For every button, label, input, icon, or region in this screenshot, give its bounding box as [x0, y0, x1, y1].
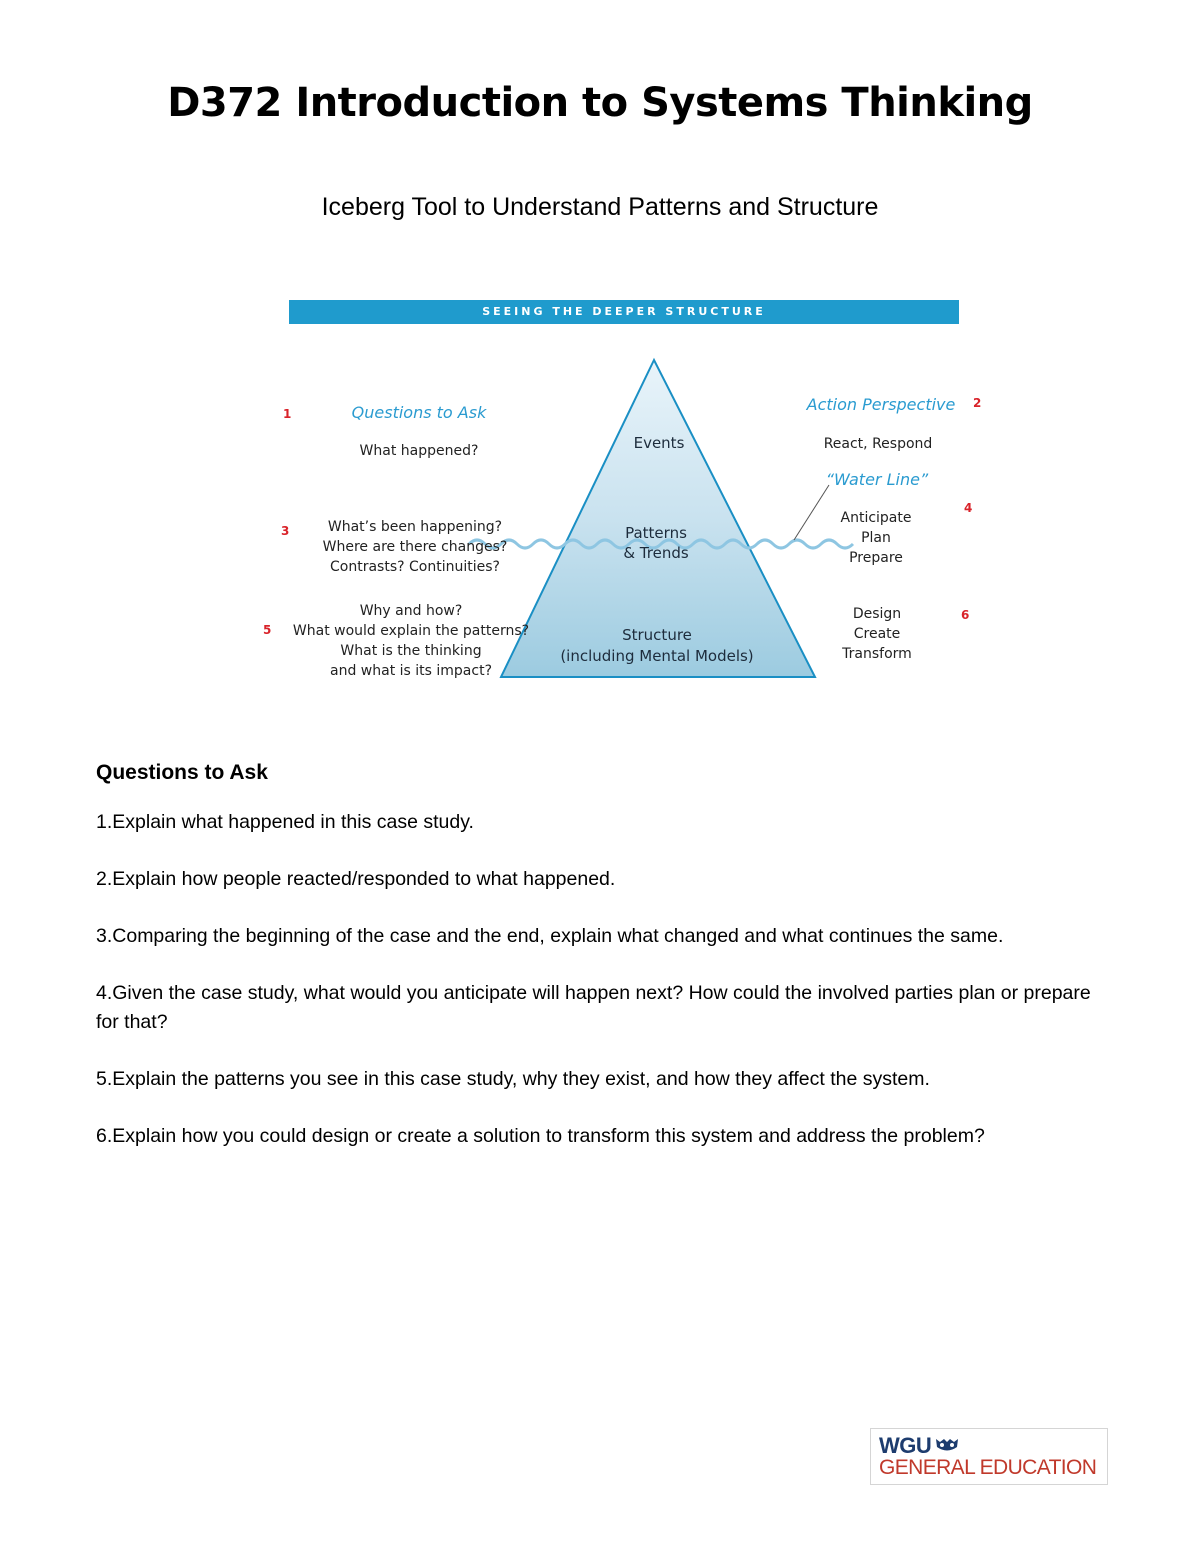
logo-wgu-text: WGU — [879, 1433, 932, 1458]
question-item: 4.Given the case study, what would you anticipate will happen next? How could the involved parties plan or prepare for that? — [96, 982, 1091, 1033]
action-prepare: Prepare — [849, 550, 903, 566]
action-plan: Plan — [861, 530, 891, 546]
action-perspective-heading: Action Perspective — [806, 395, 956, 414]
question-why-how: Why and how? — [359, 603, 463, 619]
figure-banner: SEEING THE DEEPER STRUCTURE — [289, 300, 959, 324]
question-item: 5.Explain the patterns you see in this case study, why they exist, and how they affect the system. — [96, 1068, 930, 1090]
question-item: 2.Explain how people reacted/responded to what happened. — [96, 868, 616, 890]
logo-general-education-text: GENERAL EDUCATION — [879, 1456, 1097, 1479]
question-item: 1.Explain what happened in this case study. — [96, 811, 474, 833]
figure-number-2: 2 — [973, 396, 982, 410]
figure-number-4: 4 — [964, 501, 973, 515]
question-impact: and what is its impact? — [330, 663, 492, 679]
action-create: Create — [853, 626, 901, 642]
action-anticipate: Anticipate — [840, 510, 912, 526]
document-subtitle: Iceberg Tool to Understand Patterns and Structure — [321, 193, 879, 221]
level-events: Events — [633, 434, 685, 452]
figure-number-1: 1 — [283, 407, 292, 421]
level-trends: & Trends — [623, 544, 689, 562]
water-line-label: “Water Line” — [825, 470, 929, 489]
owl-icon — [935, 1438, 959, 1452]
question-been-happening: What’s been happening? — [327, 519, 503, 535]
action-react-respond: React, Respond — [823, 436, 933, 452]
questions-heading: Questions to Ask — [351, 403, 487, 422]
iceberg-diagram — [263, 300, 982, 695]
questions-section — [96, 758, 1106, 1179]
question-what-happened: What happened? — [359, 443, 479, 459]
action-transform: Transform — [842, 646, 912, 662]
action-design: Design — [852, 606, 902, 622]
figure-number-6: 6 — [961, 608, 970, 622]
questions-heading-text: Questions to Ask — [96, 761, 268, 784]
iceberg-figure — [263, 300, 982, 695]
level-structure: Structure — [622, 626, 692, 644]
question-changes: Where are there changes? — [322, 539, 508, 555]
level-patterns: Patterns — [625, 524, 687, 542]
question-thinking: What is the thinking — [340, 643, 482, 659]
figure-number-3: 3 — [281, 524, 290, 538]
question-explain-patterns: What would explain the patterns? — [292, 623, 530, 639]
question-item: 6.Explain how you could design or create a solution to transform this system and address the problem? — [96, 1125, 985, 1147]
document-title: D372 Introduction to Systems Thinking — [167, 80, 1033, 126]
figure-number-5: 5 — [263, 623, 272, 637]
wgu-logo — [870, 1428, 1108, 1485]
question-item: 3.Comparing the beginning of the case and the end, explain what changed and what continues the same. — [96, 925, 1004, 947]
question-contrasts: Contrasts? Continuities? — [330, 559, 500, 575]
level-mental-models: (including Mental Models) — [560, 647, 754, 665]
